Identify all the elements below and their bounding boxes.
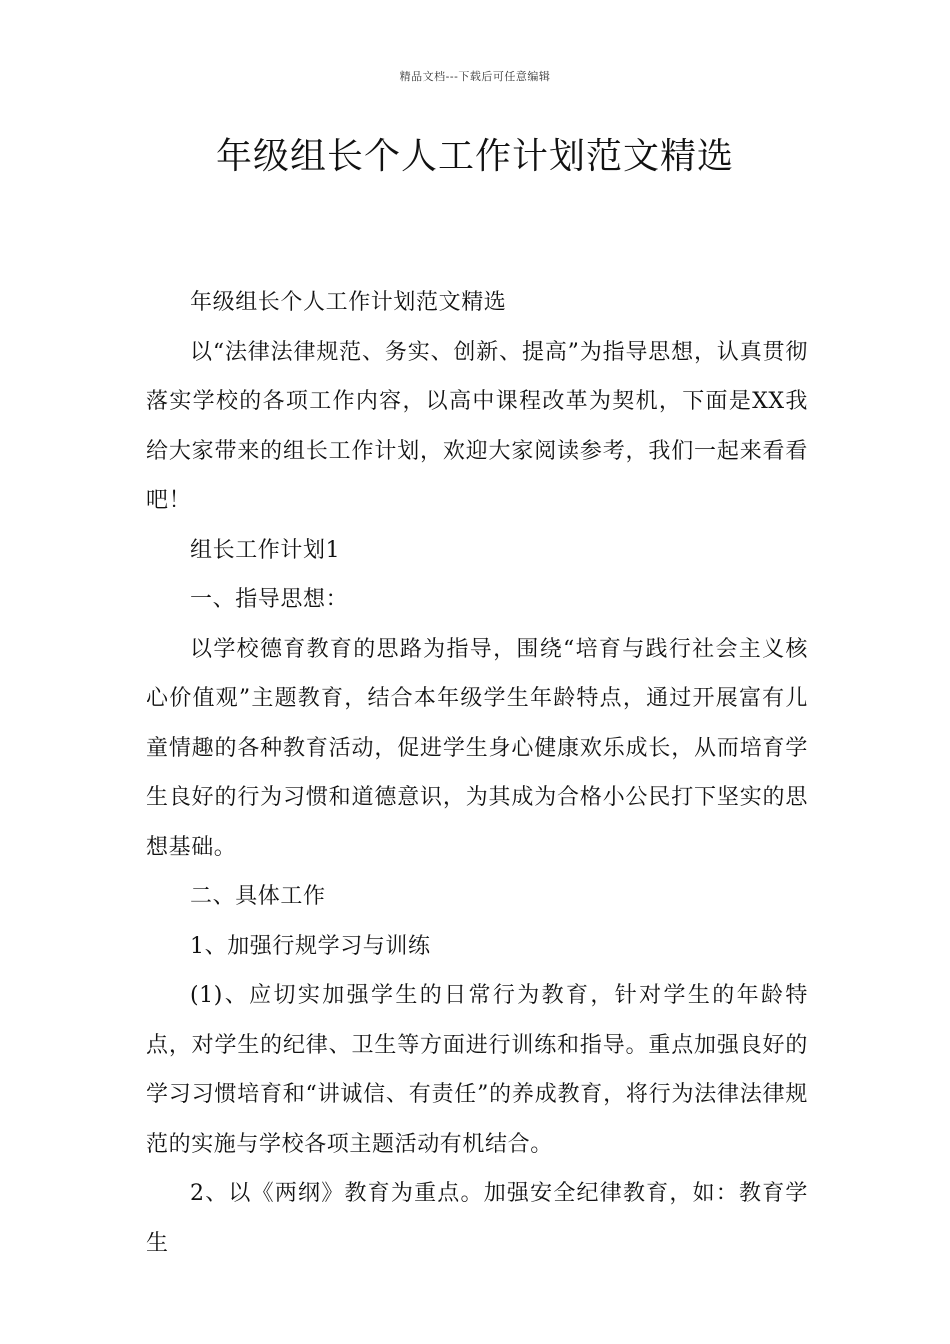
paragraph-item-1-heading: 1、加强行规学习与训练 <box>190 933 431 959</box>
paragraph-section-1-heading: 一、指导思想： <box>190 587 349 612</box>
document-title: 年级组长个人工作计划范文精选 <box>215 136 734 177</box>
document-body <box>146 278 808 1268</box>
paragraph-item-2: 2、以《两纲》教育为重点。加强安全纪律教育，如：教育学生 <box>146 1181 808 1256</box>
header-note: 精品文档---下载后可任意编辑 <box>399 70 551 83</box>
paragraph-plan-heading: 组长工作计划1 <box>190 537 341 563</box>
paragraph-section-2-heading: 二、具体工作 <box>190 884 326 909</box>
paragraph-subtitle: 年级组长个人工作计划范文精选 <box>190 290 507 315</box>
paragraph-intro: 以“法律法律规范、务实、创新、提高”为指导思想，认真贯彻落实学校的各项工作内容，以高中课程改革为契机，下面是XX我给大家带来的组长工作计划，欢迎大家阅读参考，我们一起来看看吧！ <box>146 339 808 513</box>
paragraph-guiding-thought: 以学校德育教育的思路为指导，围绕“培育与践行社会主义核心价值观”主题教育，结合本年级学生年龄特点，通过开展富有儿童情趣的各种教育活动，促进学生身心健康欢乐成长，从而培育学生良好的行为习惯和道德意识，为其成为合格小公民打下坚实的思想基础。 <box>146 636 808 860</box>
paragraph-item-1-detail: (1)、应切实加强学生的日常行为教育，针对学生的年龄特点，对学生的纪律、卫生等方面进行训练和指导。重点加强良好的学习习惯培育和“讲诚信、有责任”的养成教育，将行为法律法律规范的实施与学校各项主题活动有机结合。 <box>146 983 808 1157</box>
